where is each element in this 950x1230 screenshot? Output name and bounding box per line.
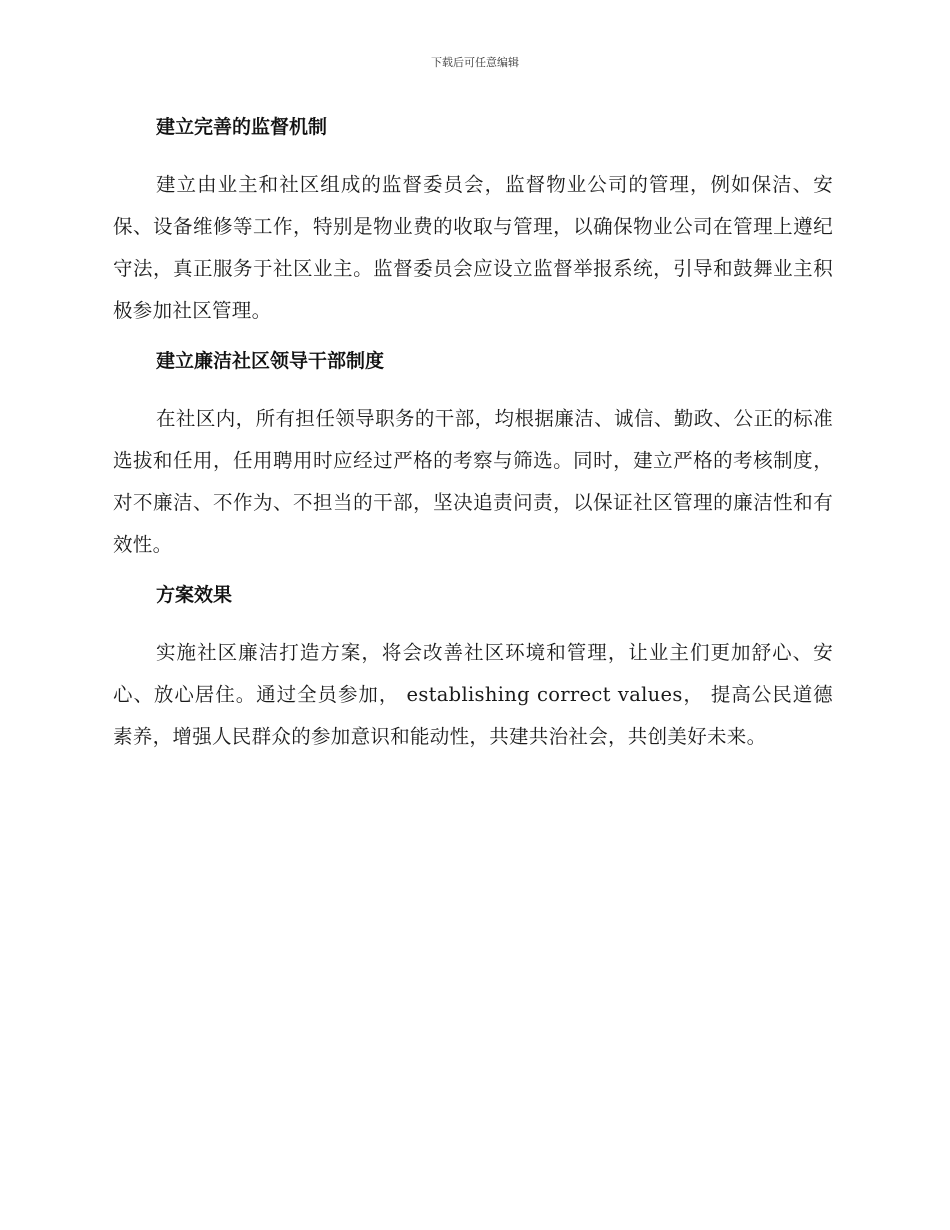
section-paragraph: 建立由业主和社区组成的监督委员会，监督物业公司的管理，例如保洁、安保、设备维修等工作，特别是物业费的收取与管理，以确保物业公司在管理上遵纪守法，真正服务于社区业主。监督委员会应设立监督举报系统，引导和鼓舞业主积极参加社区管理。 <box>113 173 833 322</box>
section-heading: 方案效果 <box>156 584 233 606</box>
header-note: 下载后可任意编辑 <box>431 56 519 69</box>
section-leadership <box>113 346 833 566</box>
section-heading: 建立廉洁社区领导干部制度 <box>156 350 385 372</box>
section-paragraph: 在社区内，所有担任领导职务的干部，均根据廉洁、诚信、勤政、公正的标准选拔和任用，任用聘用时应经过严格的考察与筛选。同时，建立严格的考核制度，对不廉洁、不作为、不担当的干部，坚决追责问责，以保证社区管理的廉洁性和有效性。 <box>113 407 833 556</box>
section-heading: 建立完善的监督机制 <box>156 116 328 138</box>
section-supervision <box>113 112 833 332</box>
section-effect <box>113 580 833 758</box>
document-body <box>113 112 833 772</box>
section-paragraph: 实施社区廉洁打造方案，将会改善社区环境和管理，让业主们更加舒心、安心、放心居住。通过全员参加， establishing correct values， 提高公民道德素养，增强人民群众的参加意识和能动性，共建共治社会，共创美好未来。 <box>113 641 833 748</box>
